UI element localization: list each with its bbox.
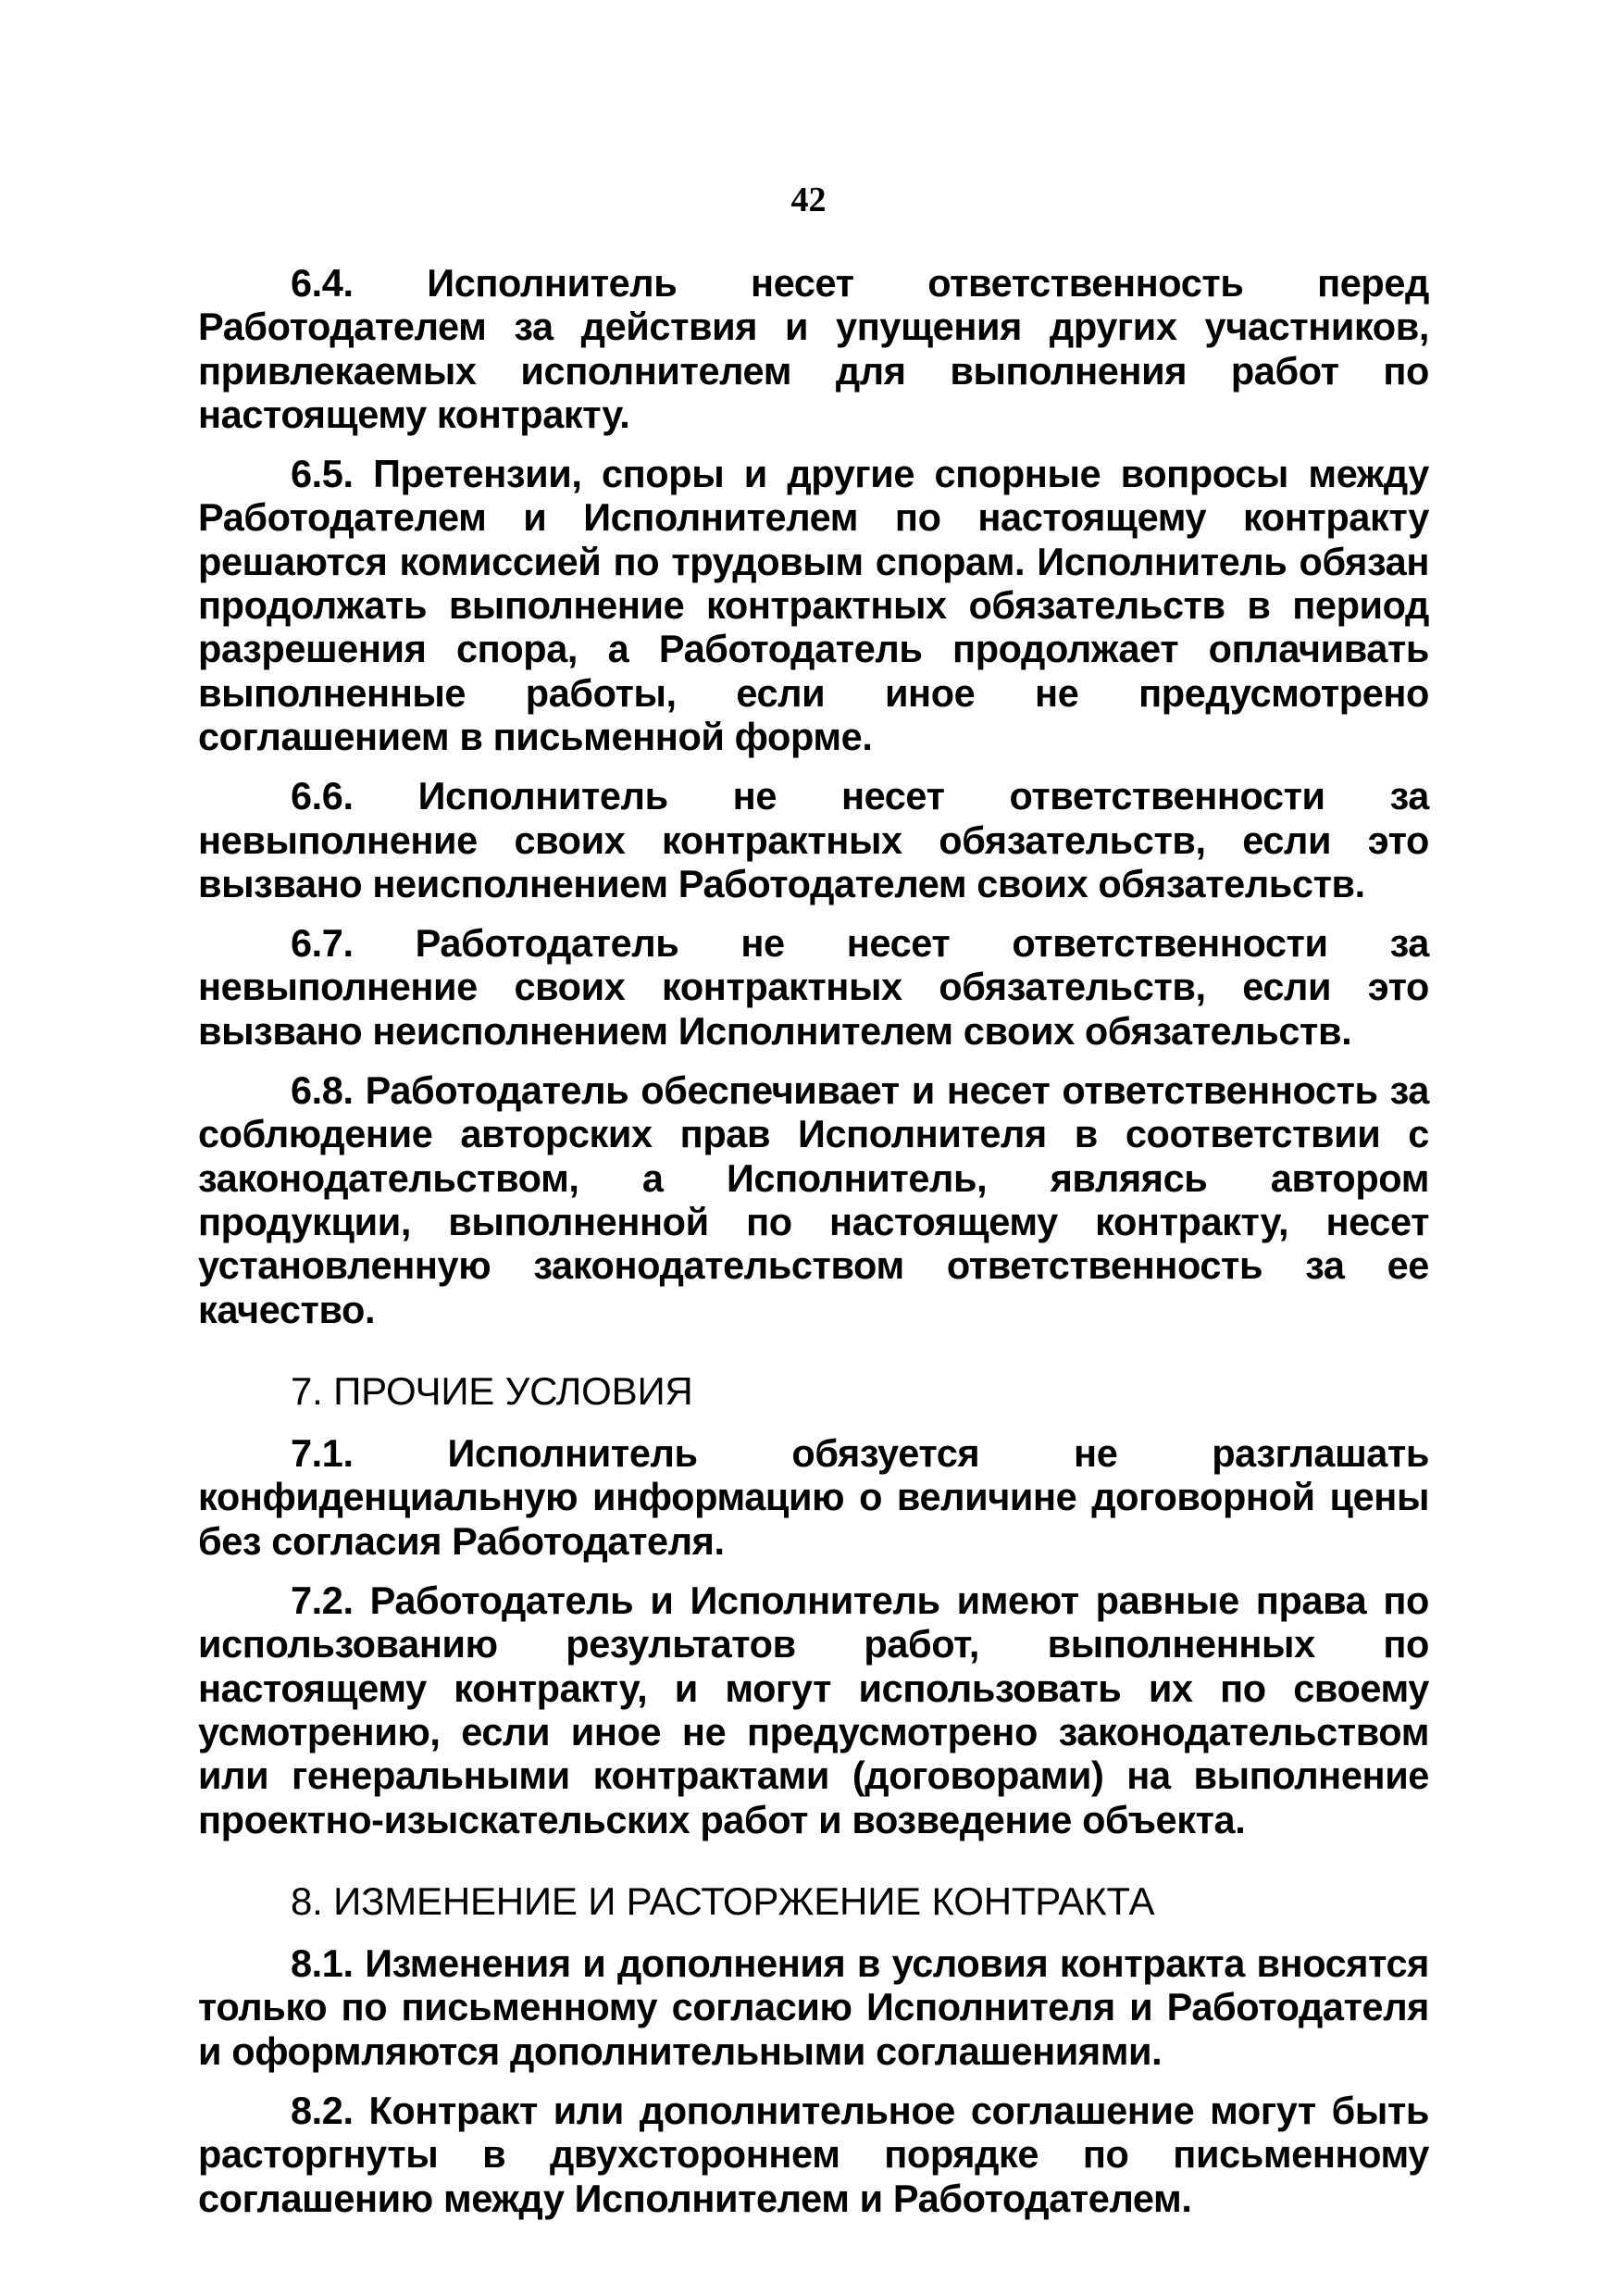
clause-7-2: 7.2. Работодатель и Исполнитель имеют равные права по использованию результатов работ, выполненных по настоящему контракту, и могут использовать их по своему усмотрению, если иное не предусмотрено законодательством или генеральными контрактами (договорами) на выполнение проектно-изыскательских работ и возведение объекта. — [198, 1578, 1429, 1841]
clause-6-4: 6.4. Исполнитель несет ответственность перед Работодателем за действия и упущения других участников, привлекаемых исполнителем для выполнения работ по настоящему контракту. — [198, 261, 1429, 436]
clause-6-7: 6.7. Работодатель не несет ответственности за невыполнение своих контрактных обязательств, если это вызвано неисполнением Исполнителем своих обязательств. — [198, 921, 1429, 1053]
clause-6-6: 6.6. Исполнитель не несет ответственности за невыполнение своих контрактных обязательств, если это вызвано неисполнением Работодателем своих обязательств. — [198, 774, 1429, 905]
clause-7-1: 7.1. Исполнитель обязуется не разглашать конфиденциальную информацию о величине договорной цены без согласия Работодателя. — [198, 1431, 1429, 1563]
document-body — [198, 261, 1429, 2220]
clause-6-5: 6.5. Претензии, споры и другие спорные вопросы между Работодателем и Исполнителем по настоящему контракту решаются комиссией по трудовым спорам. Исполнитель обязан продолжать выполнение контрактных обязательств в период разрешения спора, а Работодатель продолжает оплачивать выполненные работы, если иное не предусмотрено соглашением в письменной форме. — [198, 452, 1429, 758]
page-number: 42 — [790, 181, 827, 219]
clause-8-2: 8.2. Контракт или дополнительное соглашение могут быть расторгнуты в двухстороннем порядке по письменному соглашению между Исполнителем и Работодателем. — [198, 2088, 1429, 2220]
clause-6-8: 6.8. Работодатель обеспечивает и несет ответственность за соблюдение авторских прав Исполнителя в соответствии с законодательством, а Исполнитель, являясь автором продукции, выполненной по настоящему контракту, несет установленную законодательством ответственность за ее качество. — [198, 1068, 1429, 1331]
clause-8-1: 8.1. Изменения и дополнения в условия контракта вносятся только по письменному согласию Исполнителя и Работодателя и оформляются дополнительными соглашениями. — [198, 1941, 1429, 2073]
section-8-heading: 8. ИЗМЕНЕНИЕ И РАСТОРЖЕНИЕ КОНТРАКТА — [291, 1878, 1155, 1923]
section-7-heading: 7. ПРОЧИЕ УСЛОВИЯ — [291, 1368, 693, 1413]
